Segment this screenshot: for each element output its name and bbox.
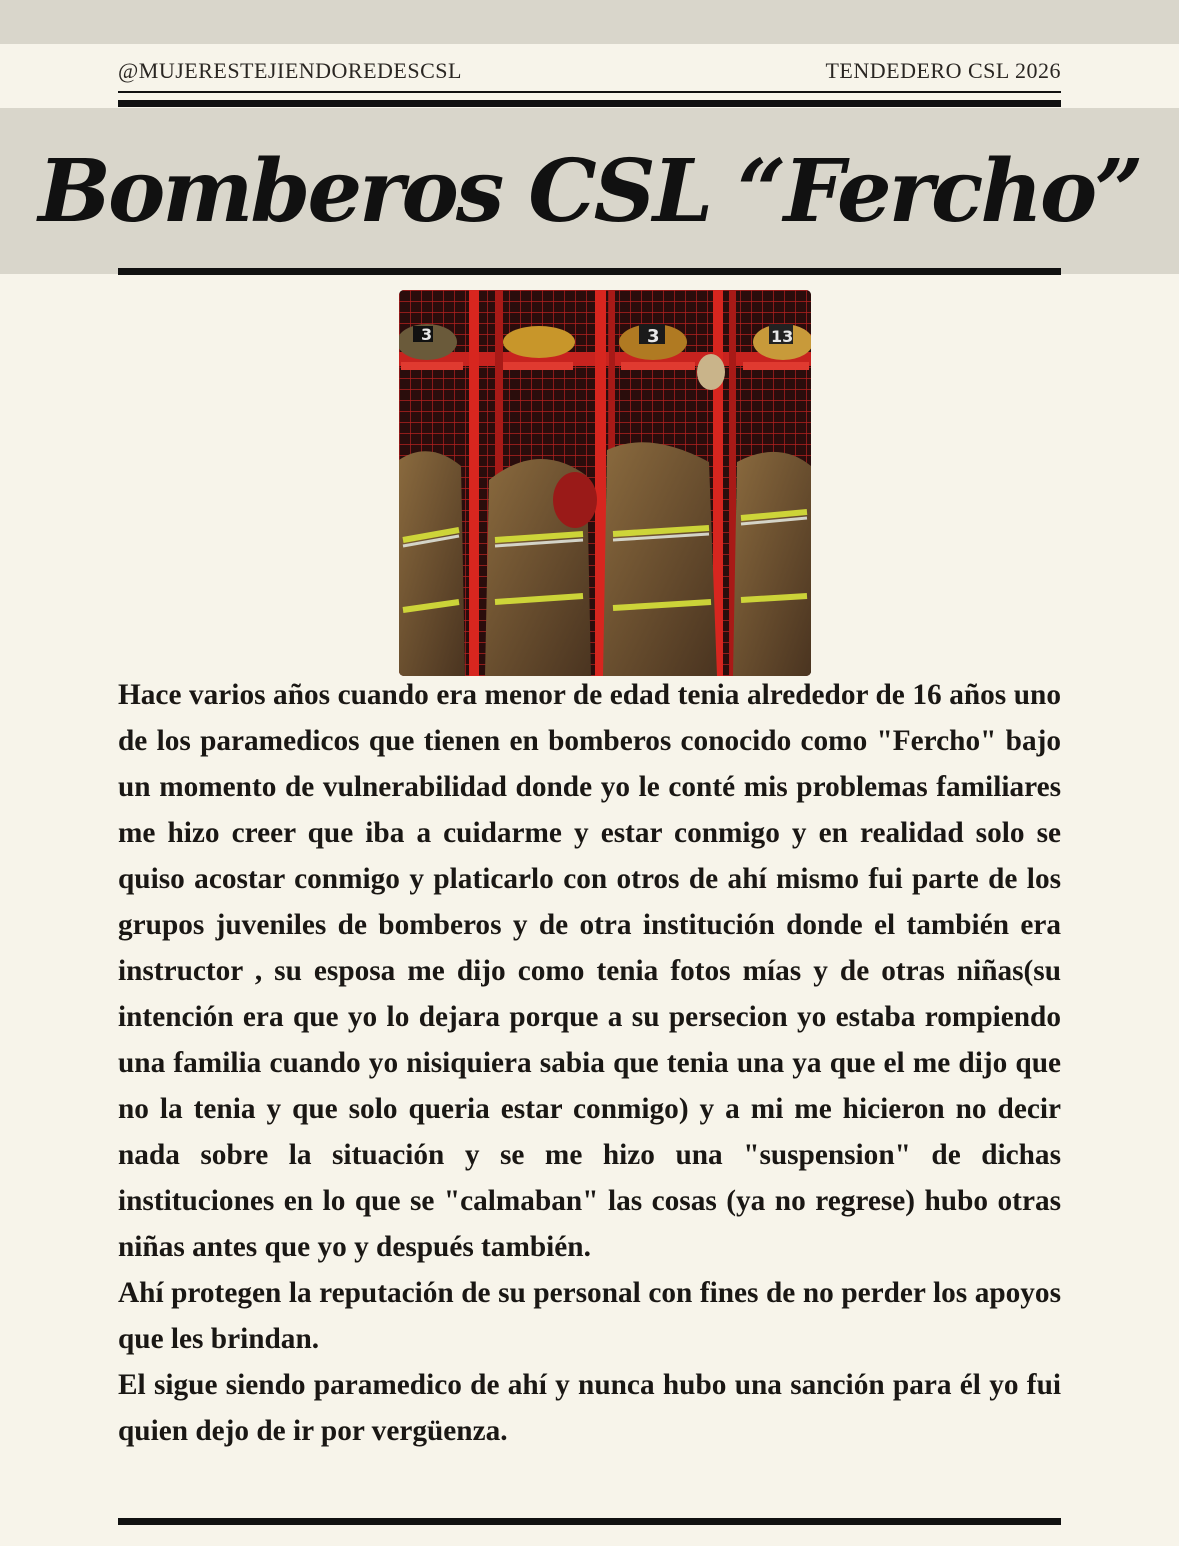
article-body [118, 672, 1061, 1454]
page-title: Bomberos CSL “Fercho” [38, 140, 1141, 242]
social-handle: @MUJERESTEJIENDOREDESCSL [118, 58, 462, 83]
article-paragraph-1: Hace varios años cuando era menor de edad tenia alrededor de 16 años uno de los paramedicos que tienen en bomberos conocido como "Fercho" bajo un momento de vulnerabilidad donde yo le conté mis problemas familiares me hizo creer que iba a cuidarme y estar conmigo y en realidad solo se quiso acostar conmigo y platicarlo con otros de ahí mismo fui parte de los grupos juveniles de bomberos y de otra institución donde el también era instructor , su esposa me dijo como tenia fotos mías y de otras niñas(su intención era que yo lo dejara porque a su persecion yo estaba rompiendo una familia cuando yo nisiquiera sabia que tenia una ya que el me dijo que no la tenia y que solo queria estar conmigo) y a mi me hicieron no decir nada sobre la situación y se me hizo una "suspension" de dichas instituciones en lo que se "calmaban" las cosas (ya no regrese) hubo otras niñas antes que yo y después también. [118, 679, 1061, 1263]
locker-label-2: 3 [647, 326, 660, 347]
locker-label-3: 13 [771, 327, 794, 346]
firefighter-lockers-photo [399, 290, 811, 676]
locker-label-1: 3 [421, 325, 433, 344]
masthead-rule-thin [118, 91, 1061, 93]
article-paragraph-2: Ahí protegen la reputación de su personal con fines de no perder los apoyos que les brindan. [118, 1277, 1061, 1355]
title-band [0, 108, 1179, 274]
title-rule [118, 268, 1061, 275]
masthead-rule-thick [118, 100, 1061, 107]
footer-rule [118, 1518, 1061, 1525]
top-strip [0, 0, 1179, 44]
masthead [118, 56, 1061, 86]
edition-label: TENDEDERO CSL 2026 [825, 58, 1061, 83]
article-paragraph-3: El sigue siendo paramedico de ahí y nunca hubo una sanción para él yo fui quien dejo de ir por vergüenza. [118, 1369, 1061, 1447]
